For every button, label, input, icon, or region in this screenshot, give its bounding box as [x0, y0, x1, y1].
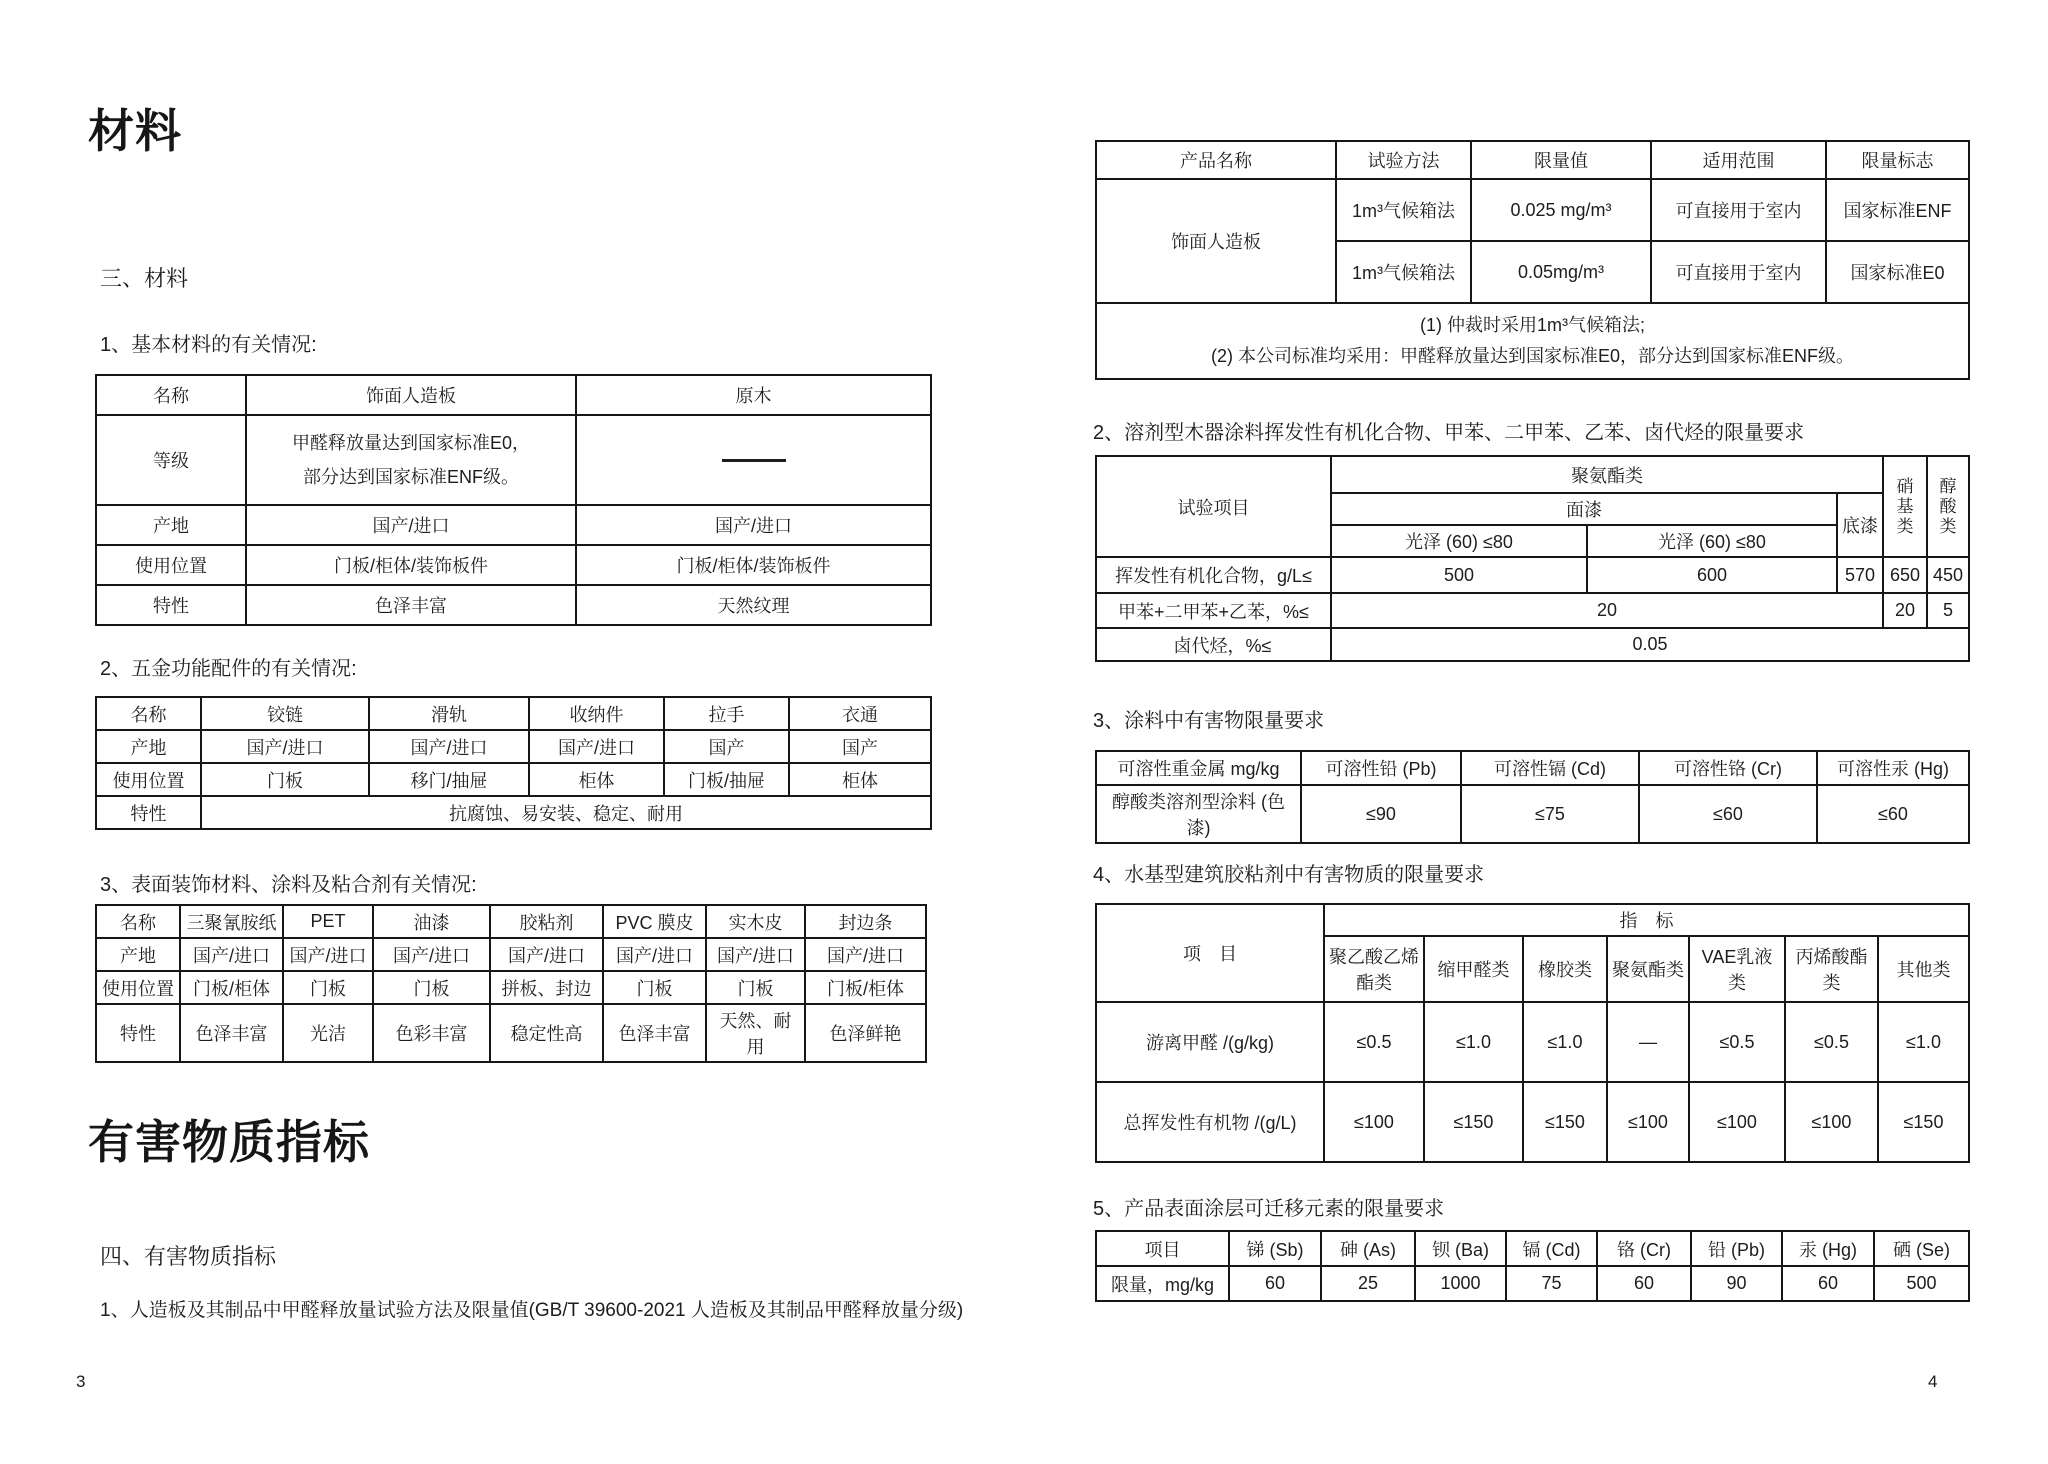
cell: 国产/进口 — [373, 938, 490, 971]
cell: ≤60 — [1639, 785, 1817, 843]
header-cell: 封边条 — [805, 905, 926, 938]
cell: 色泽丰富 — [246, 585, 576, 625]
cell: 0.05mg/m³ — [1471, 241, 1651, 303]
cell: 国产/进口 — [369, 730, 529, 763]
cell: 天然、耐用 — [706, 1004, 805, 1062]
page-number-right: 4 — [1928, 1372, 1938, 1391]
cell: 500 — [1874, 1266, 1969, 1301]
cell: 450 — [1927, 557, 1969, 593]
cell: 国产/进口 — [180, 938, 283, 971]
cell: 国家标准ENF — [1826, 179, 1969, 241]
right-subheading-3: 3、涂料中有害物限量要求 — [1093, 710, 1325, 732]
cell: ≤100 — [1785, 1082, 1878, 1162]
merged-cell: 抗腐蚀、易安装、稳定、耐用 — [201, 796, 931, 829]
cell: ≤100 — [1324, 1082, 1424, 1162]
header-cell: 锑 (Sb) — [1229, 1231, 1321, 1266]
cell: 移门/抽屉 — [369, 763, 529, 796]
note-line-1: (1) 仲裁时采用1m³气候箱法; — [1420, 315, 1645, 335]
left-section-heading: 三、材料 — [100, 266, 189, 291]
cell: 色泽鲜艳 — [805, 1004, 926, 1062]
cell: ≤150 — [1878, 1082, 1969, 1162]
cell: 500 — [1331, 557, 1587, 593]
row-header: 产地 — [96, 730, 201, 763]
indicator-header: 指 标 — [1324, 904, 1969, 936]
cell: ≤0.5 — [1785, 1002, 1878, 1082]
cell: 国产/进口 — [490, 938, 603, 971]
coating-heavy-metal-table — [1095, 750, 1970, 844]
left-subheading-1: 1、基本材料的有关情况: — [100, 334, 317, 356]
header-cell: 胶粘剂 — [490, 905, 603, 938]
cell: ≤0.5 — [1324, 1002, 1424, 1082]
header-cell: 油漆 — [373, 905, 490, 938]
cell: 国产/进口 — [201, 730, 369, 763]
merged-cell: 0.05 — [1331, 628, 1969, 661]
row-header: 游离甲醛 /(g/kg) — [1096, 1002, 1324, 1082]
left-subheading-2: 2、五金功能配件的有关情况: — [100, 658, 357, 680]
header-cell: 可溶性镉 (Cd) — [1461, 751, 1639, 785]
item-header: 项 目 — [1096, 904, 1324, 1002]
header-cell: 可溶性重金属 mg/kg — [1096, 751, 1301, 785]
row-header: 使用位置 — [96, 763, 201, 796]
page-number-left: 3 — [76, 1372, 86, 1391]
cell: 门板/柜体/装饰板件 — [246, 545, 576, 585]
header-cell: 名称 — [96, 697, 201, 730]
cell: 国家标准E0 — [1826, 241, 1969, 303]
cell: ≤100 — [1607, 1082, 1689, 1162]
left-paragraph-1: 1、人造板及其制品中甲醛释放量试验方法及限量值(GB/T 39600-2021 人造板及其制品甲醛释放量分级) — [100, 1300, 964, 1321]
header-cell: PVC 膜皮 — [603, 905, 706, 938]
cell: 门板 — [373, 971, 490, 1004]
left-section-heading-2: 四、有害物质指标 — [100, 1244, 277, 1269]
primer-header: 底漆 — [1837, 493, 1883, 557]
right-subheading-2: 2、溶剂型木器涂料挥发性有机化合物、甲苯、二甲苯、乙苯、卤代烃的限量要求 — [1093, 422, 1805, 444]
adhesive-limit-table — [1095, 903, 1970, 1163]
row-header: 特性 — [96, 1004, 180, 1062]
header-cell: 实木皮 — [706, 905, 805, 938]
cell: 60 — [1782, 1266, 1874, 1301]
header-cell: 硒 (Se) — [1874, 1231, 1969, 1266]
cell: 5 — [1927, 593, 1969, 628]
right-subheading-4: 4、水基型建筑胶粘剂中有害物质的限量要求 — [1093, 864, 1485, 886]
cell: 国产 — [664, 730, 789, 763]
cell: 25 — [1321, 1266, 1415, 1301]
cell: ≤1.0 — [1523, 1002, 1607, 1082]
table-notes — [1096, 303, 1969, 379]
row-header: 等级 — [96, 415, 246, 505]
topcoat-header: 面漆 — [1331, 493, 1837, 525]
cell: 国产/进口 — [283, 938, 373, 971]
grade-cell — [246, 415, 576, 505]
nitro-column-header: 硝基类 — [1883, 456, 1927, 557]
cell: — — [1607, 1002, 1689, 1082]
header-cell: 铰链 — [201, 697, 369, 730]
cell: 色泽丰富 — [180, 1004, 283, 1062]
cell: 门板 — [603, 971, 706, 1004]
formaldehyde-limit-table — [1095, 140, 1970, 380]
gloss-header: 光泽 (60) ≤80 — [1331, 525, 1587, 557]
cell: 稳定性高 — [490, 1004, 603, 1062]
column-header: VAE乳液类 — [1689, 936, 1785, 1002]
cell: ≤100 — [1689, 1082, 1785, 1162]
column-header: 其他类 — [1878, 936, 1969, 1002]
header-cell: 三聚氰胺纸 — [180, 905, 283, 938]
cell: 门板/柜体 — [805, 971, 926, 1004]
cell: 色泽丰富 — [603, 1004, 706, 1062]
cell: 可直接用于室内 — [1651, 179, 1826, 241]
gloss-header: 光泽 (60) ≤80 — [1587, 525, 1837, 557]
basic-materials-table — [95, 374, 932, 626]
cell: 90 — [1691, 1266, 1782, 1301]
solvent-coating-voc-table — [1095, 455, 1970, 662]
cell: 门板/柜体/装饰板件 — [576, 545, 931, 585]
cell: 门板 — [201, 763, 369, 796]
cell: 60 — [1229, 1266, 1321, 1301]
header-cell: 名称 — [96, 905, 180, 938]
cell: 门板/柜体 — [180, 971, 283, 1004]
cell: 柜体 — [789, 763, 931, 796]
cell: 国产/进口 — [246, 505, 576, 545]
header-cell: 限量值 — [1471, 141, 1651, 179]
cell: 0.025 mg/m³ — [1471, 179, 1651, 241]
cell — [576, 415, 931, 505]
blank-dash — [722, 459, 786, 462]
cell: 光洁 — [283, 1004, 373, 1062]
header-cell: 镉 (Cd) — [1506, 1231, 1597, 1266]
header-cell: 名称 — [96, 375, 246, 415]
cell: 1m³气候箱法 — [1336, 241, 1471, 303]
left-page-title-2: 有害物质指标 — [88, 1116, 370, 1168]
column-header: 丙烯酸酯类 — [1785, 936, 1878, 1002]
header-cell: 可溶性铬 (Cr) — [1639, 751, 1817, 785]
header-cell: 饰面人造板 — [246, 375, 576, 415]
header-cell: 汞 (Hg) — [1782, 1231, 1874, 1266]
cell: 可直接用于室内 — [1651, 241, 1826, 303]
left-page-title: 材料 — [88, 105, 182, 157]
row-header: 甲苯+二甲苯+乙苯，%≤ — [1096, 593, 1331, 628]
cell: 国产/进口 — [603, 938, 706, 971]
cell: ≤75 — [1461, 785, 1639, 843]
row-header: 产地 — [96, 505, 246, 545]
row-header: 醇酸类溶剂型涂料 (色漆) — [1096, 785, 1301, 843]
cell: 600 — [1587, 557, 1837, 593]
cell: 国产/进口 — [706, 938, 805, 971]
cell: ≤0.5 — [1689, 1002, 1785, 1082]
right-subheading-5: 5、产品表面涂层可迁移元素的限量要求 — [1093, 1198, 1445, 1220]
header-cell: 铬 (Cr) — [1597, 1231, 1691, 1266]
cell: 75 — [1506, 1266, 1597, 1301]
row-header: 卤代烃，%≤ — [1096, 628, 1331, 661]
column-header: 橡胶类 — [1523, 936, 1607, 1002]
cell: ≤90 — [1301, 785, 1461, 843]
cell: 天然纹理 — [576, 585, 931, 625]
header-cell: PET — [283, 905, 373, 938]
row-header: 挥发性有机化合物，g/L≤ — [1096, 557, 1331, 593]
row-header: 使用位置 — [96, 971, 180, 1004]
header-cell: 拉手 — [664, 697, 789, 730]
cell: 60 — [1597, 1266, 1691, 1301]
cell: ≤1.0 — [1878, 1002, 1969, 1082]
header-cell: 滑轨 — [369, 697, 529, 730]
header-cell: 收纳件 — [529, 697, 664, 730]
header-cell: 试验方法 — [1336, 141, 1471, 179]
column-header: 聚乙酸乙烯酯类 — [1324, 936, 1424, 1002]
header-cell: 可溶性汞 (Hg) — [1817, 751, 1969, 785]
cell: 570 — [1837, 557, 1883, 593]
cell: 门板/抽屉 — [664, 763, 789, 796]
header-cell: 适用范围 — [1651, 141, 1826, 179]
header-cell: 衣通 — [789, 697, 931, 730]
note-line-2: (2) 本公司标准均采用：甲醛释放量达到国家标准E0，部分达到国家标准ENF级。 — [1210, 346, 1854, 366]
cell: 20 — [1883, 593, 1927, 628]
cell: 门板 — [283, 971, 373, 1004]
row-header: 产地 — [96, 938, 180, 971]
cell: ≤150 — [1424, 1082, 1523, 1162]
cell: 国产/进口 — [529, 730, 664, 763]
cell: 色彩丰富 — [373, 1004, 490, 1062]
cell: 国产/进口 — [576, 505, 931, 545]
header-cell: 项目 — [1096, 1231, 1229, 1266]
cell: 拼板、封边 — [490, 971, 603, 1004]
header-cell: 产品名称 — [1096, 141, 1336, 179]
row-header: 使用位置 — [96, 545, 246, 585]
cell: 门板 — [706, 971, 805, 1004]
header-cell: 铅 (Pb) — [1691, 1231, 1782, 1266]
migratable-elements-table — [1095, 1230, 1970, 1302]
row-header: 特性 — [96, 796, 201, 829]
header-cell: 砷 (As) — [1321, 1231, 1415, 1266]
left-subheading-3: 3、表面装饰材料、涂料及粘合剂有关情况: — [100, 874, 477, 896]
header-cell: 限量标志 — [1826, 141, 1969, 179]
grade-line-2: 部分达到国家标准ENF级。 — [303, 467, 519, 487]
cell: 1m³气候箱法 — [1336, 179, 1471, 241]
cell: 国产/进口 — [805, 938, 926, 971]
cell: 国产 — [789, 730, 931, 763]
alkyd-column-header: 醇酸类 — [1927, 456, 1969, 557]
grade-line-1: 甲醛释放量达到国家标准E0， — [291, 433, 530, 453]
header-cell: 钡 (Ba) — [1415, 1231, 1506, 1266]
header-cell: 可溶性铅 (Pb) — [1301, 751, 1461, 785]
product-name-cell: 饰面人造板 — [1096, 179, 1336, 303]
cell: 1000 — [1415, 1266, 1506, 1301]
row-header: 限量，mg/kg — [1096, 1266, 1229, 1301]
item-header: 试验项目 — [1096, 456, 1331, 557]
hardware-table — [95, 696, 932, 830]
cell: 柜体 — [529, 763, 664, 796]
row-header: 总挥发性有机物 /(g/L) — [1096, 1082, 1324, 1162]
cell: ≤60 — [1817, 785, 1969, 843]
merged-cell: 20 — [1331, 593, 1883, 628]
cell: ≤150 — [1523, 1082, 1607, 1162]
column-header: 缩甲醛类 — [1424, 936, 1523, 1002]
cell: ≤1.0 — [1424, 1002, 1523, 1082]
cell: 650 — [1883, 557, 1927, 593]
row-header: 特性 — [96, 585, 246, 625]
column-header: 聚氨酯类 — [1607, 936, 1689, 1002]
surface-materials-table — [95, 904, 927, 1063]
header-cell: 原木 — [576, 375, 931, 415]
group-header: 聚氨酯类 — [1331, 456, 1883, 493]
